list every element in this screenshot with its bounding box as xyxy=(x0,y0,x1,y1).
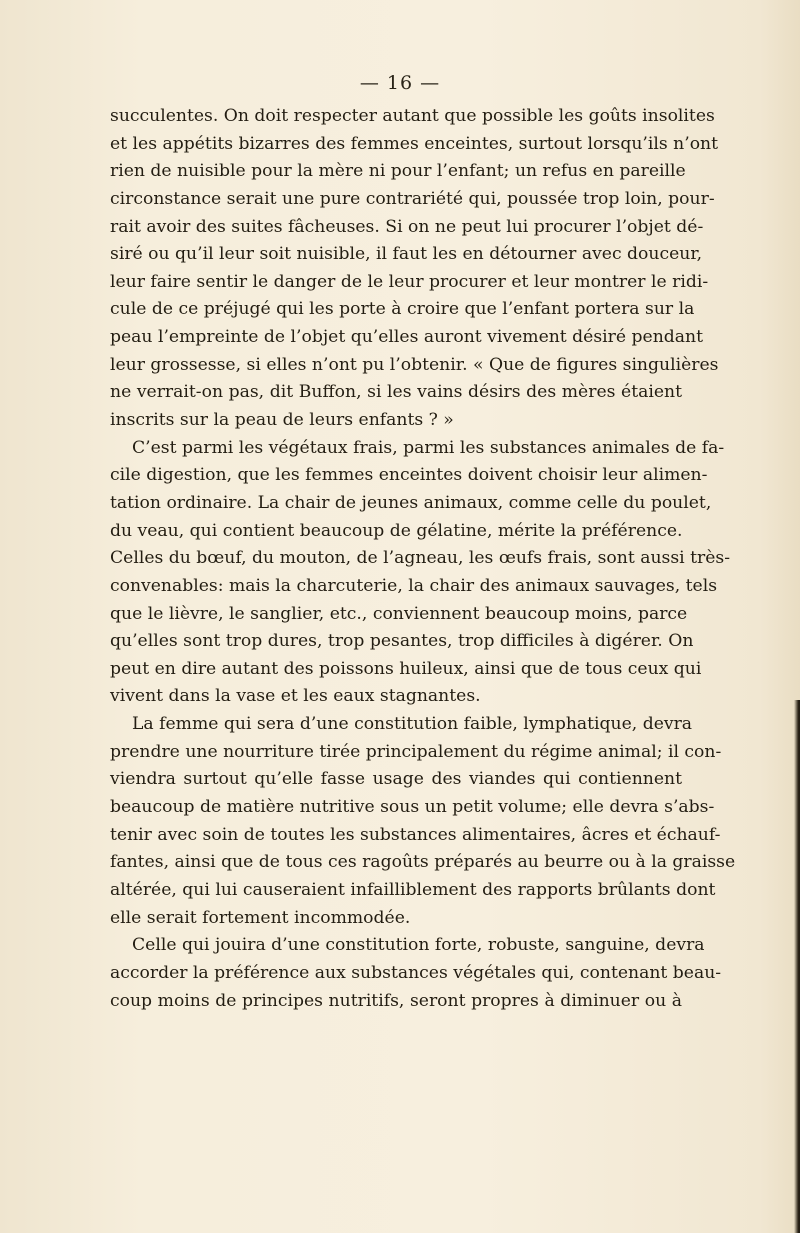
text-line: elle serait fortement incommodée. xyxy=(110,907,411,928)
text-line: qu’elles sont trop dures, trop pesantes, trop difficiles à digérer. On xyxy=(110,631,694,652)
text-line: peau l’empreinte de l’objet qu’elles auront vivement désiré pendant xyxy=(110,327,703,348)
text-line: viendra surtout qu’elle fasse usage des viandes qui contiennent xyxy=(110,769,682,790)
text-line: cule de ce préjugé qui les porte à croire que l’enfant portera sur la xyxy=(110,299,695,320)
text-line: beaucoup de matière nutritive sous un petit volume; elle devra s’abs- xyxy=(110,797,715,818)
text-line: La femme qui sera d’une constitution faible, lymphatique, devra xyxy=(132,714,693,735)
page-edge-shadow xyxy=(794,700,800,1233)
text-line: Celle qui jouira d’une constitution forte, robuste, sanguine, devra xyxy=(132,935,705,956)
text-line: leur faire sentir le danger de le leur procurer et leur montrer le ridi- xyxy=(110,271,709,292)
text-line: et les appétits bizarres des femmes enceintes, surtout lorsqu’ils n’ont xyxy=(110,133,719,154)
text-line: ne verrait-on pas, dit Buffon, si les vains désirs des mères étaient xyxy=(110,382,682,403)
text-line: du veau, qui contient beaucoup de gélatine, mérite la préférence. xyxy=(110,520,683,541)
text-line: vivent dans la vase et les eaux stagnantes. xyxy=(110,686,481,707)
text-line: accorder la préférence aux substances végétales qui, contenant beau- xyxy=(110,962,722,983)
body-text xyxy=(110,103,736,1015)
text-line: cile digestion, que les femmes enceintes doivent choisir leur alimen- xyxy=(110,465,708,486)
text-line: tenir avec soin de toutes les substances alimentaires, âcres et échauf- xyxy=(110,824,721,845)
text-line: C’est parmi les végétaux frais, parmi les substances animales de fa- xyxy=(132,437,725,458)
text-line: altérée, qui lui causeraient infailliblement des rapports brûlants dont xyxy=(110,879,716,900)
page-number: — 16 — xyxy=(359,72,441,94)
text-line: tation ordinaire. La chair de jeunes animaux, comme celle du poulet, xyxy=(110,492,712,513)
text-line: fantes, ainsi que de tous ces ragoûts préparés au beurre ou à la graisse xyxy=(110,852,736,873)
text-line: rien de nuisible pour la mère ni pour l’enfant; un refus en pareille xyxy=(110,161,686,182)
text-line: rait avoir des suites fâcheuses. Si on ne peut lui procurer l’objet dé- xyxy=(110,216,704,237)
text-line: que le lièvre, le sanglier, etc., conviennent beaucoup moins, parce xyxy=(110,603,688,624)
text-line: succulentes. On doit respecter autant que possible les goûts insolites xyxy=(110,106,715,126)
text-line: convenables: mais la charcuterie, la chair des animaux sauvages, tels xyxy=(110,575,718,596)
text-line: peut en dire autant des poissons huileux, ainsi que de tous ceux qui xyxy=(110,658,702,679)
text-line: circonstance serait une pure contrariété qui, poussée trop loin, pour- xyxy=(110,188,715,209)
text-line: inscrits sur la peau de leurs enfants ? » xyxy=(110,410,454,431)
text-line: leur grossesse, si elles n’ont pu l’obtenir. « Que de figures singulières xyxy=(110,354,719,375)
text-line: coup moins de principes nutritifs, seront propres à diminuer ou à xyxy=(110,990,682,1011)
text-line: siré ou qu’il leur soit nuisible, il faut les en détourner avec douceur, xyxy=(110,244,703,265)
text-line: prendre une nourriture tirée principalement du régime animal; il con- xyxy=(110,741,722,762)
text-line: Celles du bœuf, du mouton, de l’agneau, les œufs frais, sont aussi très- xyxy=(110,548,731,569)
